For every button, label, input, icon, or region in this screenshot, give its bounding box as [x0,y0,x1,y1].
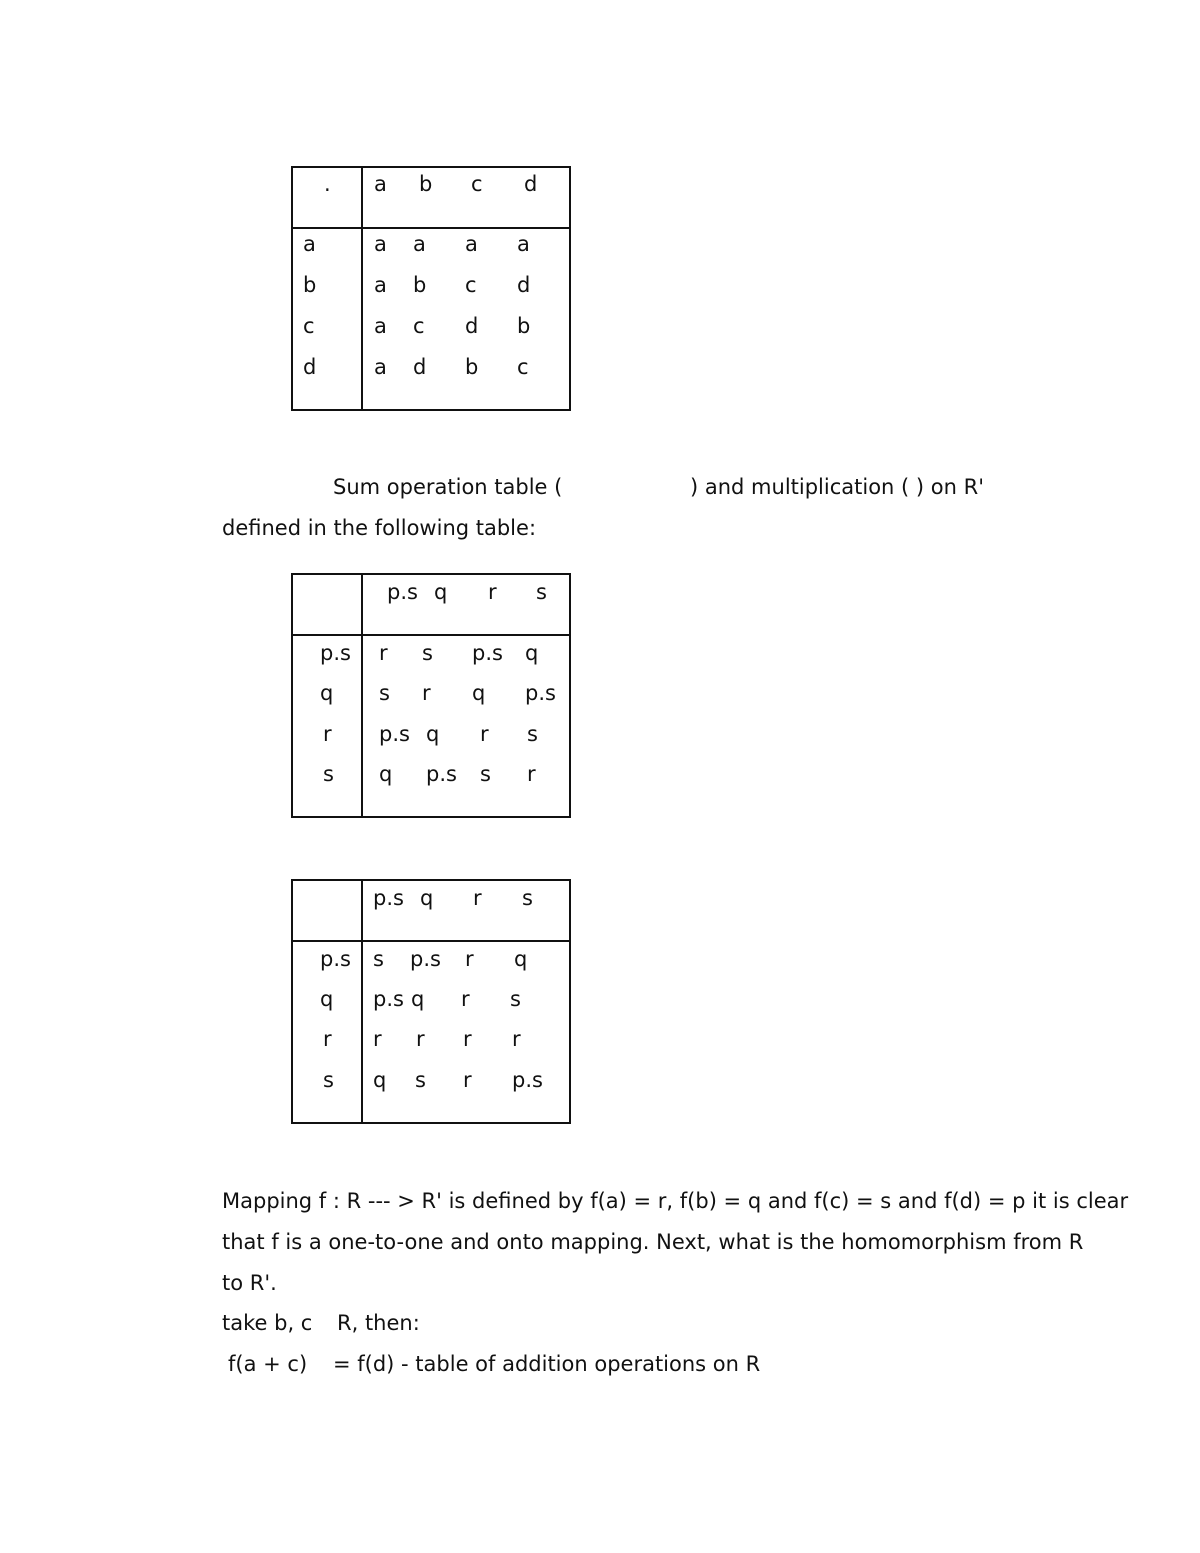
take-elements-text: take b, c [222,1311,313,1335]
row-label: r [323,1027,332,1051]
table-cell: q [525,641,539,665]
table-cell: a [374,314,387,338]
table-cell: p.s [410,947,441,971]
row-label: a [303,232,316,256]
table-cell: d [465,314,479,338]
column-header: r [488,580,497,604]
table-cell: r [463,1068,472,1092]
table-cell: c [517,355,529,379]
table-divider-vertical [361,575,363,816]
table-cell: a [465,232,478,256]
table-cell: s [379,681,390,705]
mapping-paragraph-line: that f is a one-to-one and onto mapping. Next, what is the homomorphism from R [222,1230,1084,1254]
table-cell: a [374,273,387,297]
table-cell: p.s [525,681,556,705]
table-cell: q [514,947,528,971]
table-cell: a [517,232,530,256]
table-cell: q [426,722,440,746]
table-cell: r [463,1027,472,1051]
column-header: d [524,172,538,196]
table-cell: r [512,1027,521,1051]
column-header: p.s [387,580,418,604]
table-cell: q [472,681,486,705]
equation-rhs: = f(d) - table of addition operations on R [333,1352,761,1376]
sum-operation-text-end: ) and multiplication ( ) on R' [690,475,984,499]
table-cell: a [374,355,387,379]
table-cell: p.s [373,987,404,1011]
table-divider-vertical [361,168,363,409]
table-cell: r [416,1027,425,1051]
row-label: r [323,722,332,746]
row-label: p.s [320,641,351,665]
equation-lhs: f(a + c) [228,1352,308,1376]
table-cell: b [517,314,531,338]
column-header: q [434,580,448,604]
table-cell: q [379,762,393,786]
row-label: p.s [320,947,351,971]
column-header: s [536,580,547,604]
sum-operation-table [291,573,571,818]
row-label: q [320,681,334,705]
table-cell: a [413,232,426,256]
row-label: s [323,762,334,786]
multiplication-operation-table [291,879,571,1124]
table-cell: c [465,273,477,297]
table-cell: q [411,987,425,1011]
column-header: s [522,886,533,910]
table-cell: s [510,987,521,1011]
table-cell: s [527,722,538,746]
column-header: a [374,172,387,196]
table-cell: c [413,314,425,338]
table-cell: p.s [426,762,457,786]
column-header: c [471,172,483,196]
table-divider-horizontal [293,940,569,942]
take-elements-text-end: R, then: [337,1311,420,1335]
table-cell: p.s [512,1068,543,1092]
mapping-paragraph-line: Mapping f : R --- > R' is defined by f(a) = r, f(b) = q and f(c) = s and f(d) = p it is clear [222,1189,1129,1213]
table-divider-horizontal [293,634,569,636]
table-cell: r [461,987,470,1011]
table-cell: r [480,722,489,746]
table-divider-vertical [361,881,363,1122]
row-label: b [303,273,317,297]
row-label: d [303,355,317,379]
table-cell: p.s [379,722,410,746]
table-cell: p.s [472,641,503,665]
sum-operation-text-start: Sum operation table ( [333,475,563,499]
table-divider-horizontal [293,227,569,229]
table-cell: r [422,681,431,705]
table-cell: a [374,232,387,256]
table-cell: s [373,947,384,971]
table-cell: s [422,641,433,665]
table-cell: r [465,947,474,971]
table-cell: d [413,355,427,379]
table-cell: r [379,641,388,665]
table-cell: d [517,273,531,297]
defined-text: defined in the following table: [222,516,537,540]
column-header: p.s [373,886,404,910]
row-label: q [320,987,334,1011]
table-cell: q [373,1068,387,1092]
table-cell: r [373,1027,382,1051]
table-cell: b [413,273,427,297]
row-label: c [303,314,315,338]
table-cell: s [415,1068,426,1092]
table-cell: s [480,762,491,786]
table-cell: b [465,355,479,379]
table-cell: r [527,762,536,786]
column-header: b [419,172,433,196]
row-label: s [323,1068,334,1092]
table-corner-symbol: . [324,172,331,196]
operation-table-R [291,166,571,411]
column-header: q [420,886,434,910]
column-header: r [473,886,482,910]
mapping-paragraph-line: to R'. [222,1271,277,1295]
